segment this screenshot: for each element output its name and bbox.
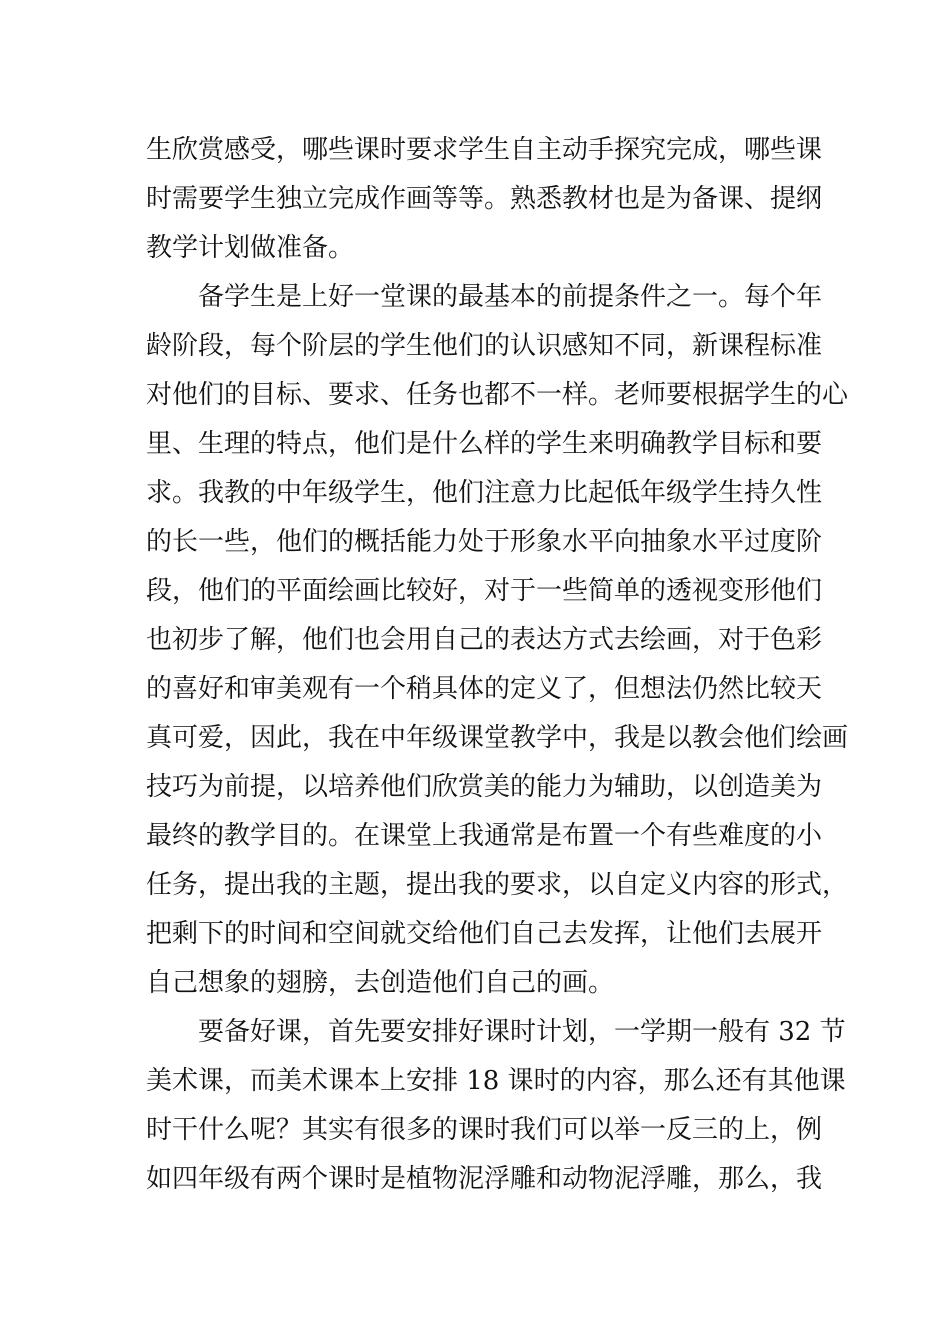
text-line: 段，他们的平面绘画比较好，对于一些简单的透视变形他们: [146, 576, 823, 606]
text-line: 教学计划做准备。: [146, 233, 355, 263]
text-line: 也初步了解，他们也会用自己的表达方式去绘画，对于色彩: [146, 625, 823, 655]
paragraph-1: [146, 126, 823, 273]
paragraph-2: [146, 273, 849, 1008]
text-line: 的长一些，他们的概括能力处于形象水平向抽象水平过度阶: [146, 527, 823, 557]
text-line: 生欣赏感受，哪些课时要求学生自主动手探究完成，哪些课: [146, 135, 823, 165]
text-line: 时干什么呢？其实有很多的课时我们可以举一反三的上，例: [146, 1115, 823, 1145]
text-line: 对他们的目标、要求、任务也都不一样。老师要根据学生的心: [146, 380, 849, 410]
text-line: 技巧为前提，以培养他们欣赏美的能力为辅助，以创造美为: [146, 772, 823, 802]
text-line: 美术课，而美术课本上安排 18 课时的内容，那么还有其他课: [146, 1066, 846, 1096]
paragraph-3: [146, 1008, 846, 1204]
text-line: 求。我教的中年级学生，他们注意力比起低年级学生持久性: [146, 478, 823, 508]
text-line: 自己想象的翅膀，去创造他们自己的画。: [146, 968, 615, 998]
text-line: 时需要学生独立完成作画等等。熟悉教材也是为备课、提纲: [146, 184, 823, 214]
text-line: 如四年级有两个课时是植物泥浮雕和动物泥浮雕，那么，我: [146, 1164, 823, 1194]
text-line: 龄阶段，每个阶层的学生他们的认识感知不同，新课程标准: [146, 331, 823, 361]
text-line: 的喜好和审美观有一个稍具体的定义了，但想法仍然比较天: [146, 674, 823, 704]
text-line: 真可爱，因此，我在中年级课堂教学中，我是以教会他们绘画: [146, 723, 849, 753]
text-line: 任务，提出我的主题，提出我的要求，以自定义内容的形式，: [146, 870, 849, 900]
text-line: 里、生理的特点，他们是什么样的学生来明确教学目标和要: [146, 429, 823, 459]
text-line: 备学生是上好一堂课的最基本的前提条件之一。每个年: [198, 282, 823, 312]
document-body: [146, 126, 849, 1204]
text-line: 要备好课，首先要安排好课时计划，一学期一般有 32 节: [198, 1017, 846, 1047]
text-line: 把剩下的时间和空间就交给他们自己去发挥，让他们去展开: [146, 919, 823, 949]
text-line: 最终的教学目的。在课堂上我通常是布置一个有些难度的小: [146, 821, 823, 851]
